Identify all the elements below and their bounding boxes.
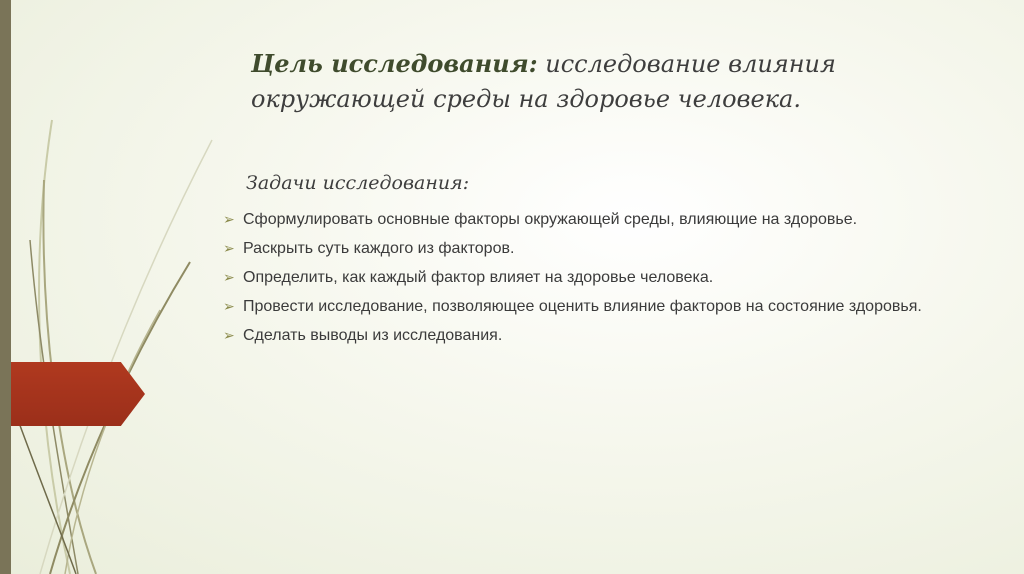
arrow-bullet-icon: ➢: [223, 327, 235, 343]
list-item: [223, 267, 943, 288]
red-accent-tab: [11, 362, 145, 426]
list-item-text: Сделать выводы из исследования.: [243, 327, 503, 344]
task-list: [223, 209, 943, 354]
arrow-bullet-icon: ➢: [223, 211, 235, 227]
list-item: [223, 238, 943, 259]
slide-title: [251, 46, 991, 117]
list-item: [223, 296, 943, 317]
list-item-text: Определить, как каждый фактор влияет на здоровье человека.: [243, 269, 714, 286]
title-label: Цель исследования:: [251, 49, 538, 78]
tasks-heading: Задачи исследования:: [246, 172, 470, 194]
list-item-text: Раскрыть суть каждого из факторов.: [243, 240, 515, 257]
list-item-text: Сформулировать основные факторы окружающей среды, влияющие на здоровье.: [243, 211, 858, 228]
arrow-bullet-icon: ➢: [223, 240, 235, 256]
list-item: [223, 325, 943, 346]
list-item: [223, 209, 943, 230]
decorative-curves: [0, 0, 260, 574]
title-text: исследование влияния окружающей среды на здоровье человека.: [251, 50, 836, 113]
arrow-bullet-icon: ➢: [223, 298, 235, 314]
arrow-bullet-icon: ➢: [223, 269, 235, 285]
list-item-text: Провести исследование, позволяющее оценить влияние факторов на состояние здоровья.: [243, 298, 922, 315]
